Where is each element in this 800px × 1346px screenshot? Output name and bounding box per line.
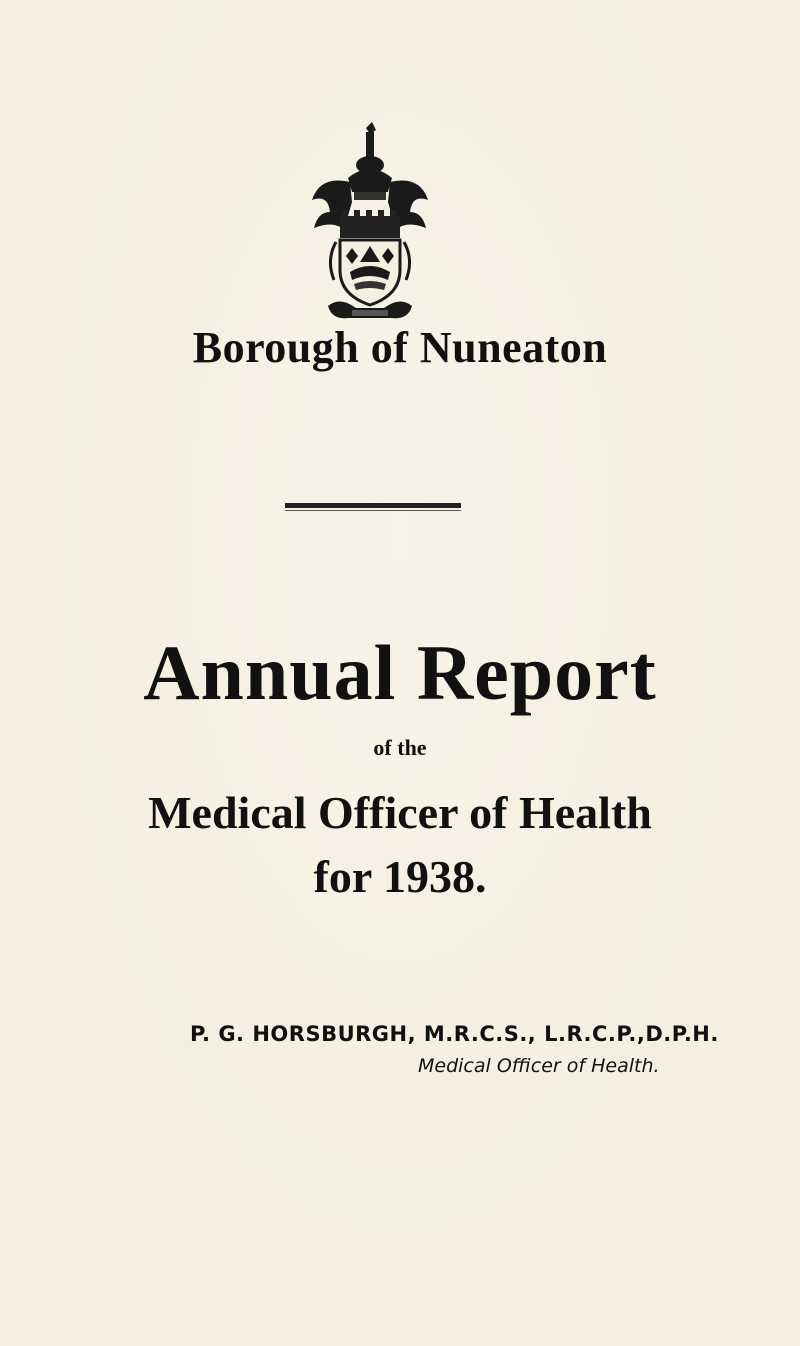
report-subject: Medical Officer of Health bbox=[148, 787, 652, 838]
divider-rule-thin bbox=[285, 510, 461, 511]
title-connector: of the bbox=[373, 735, 427, 760]
author-role: Medical Officer of Health. bbox=[418, 1055, 660, 1077]
divider-rule bbox=[285, 503, 461, 508]
author-name: P. G. HORSBURGH, M.R.C.S., L.R.C.P.,D.P.H. bbox=[190, 1022, 719, 1046]
borough-title: Borough of Nuneaton bbox=[192, 323, 608, 372]
report-title: Annual Report bbox=[143, 629, 657, 716]
coat-of-arms-icon bbox=[300, 120, 440, 325]
report-year: for 1938. bbox=[313, 851, 487, 902]
